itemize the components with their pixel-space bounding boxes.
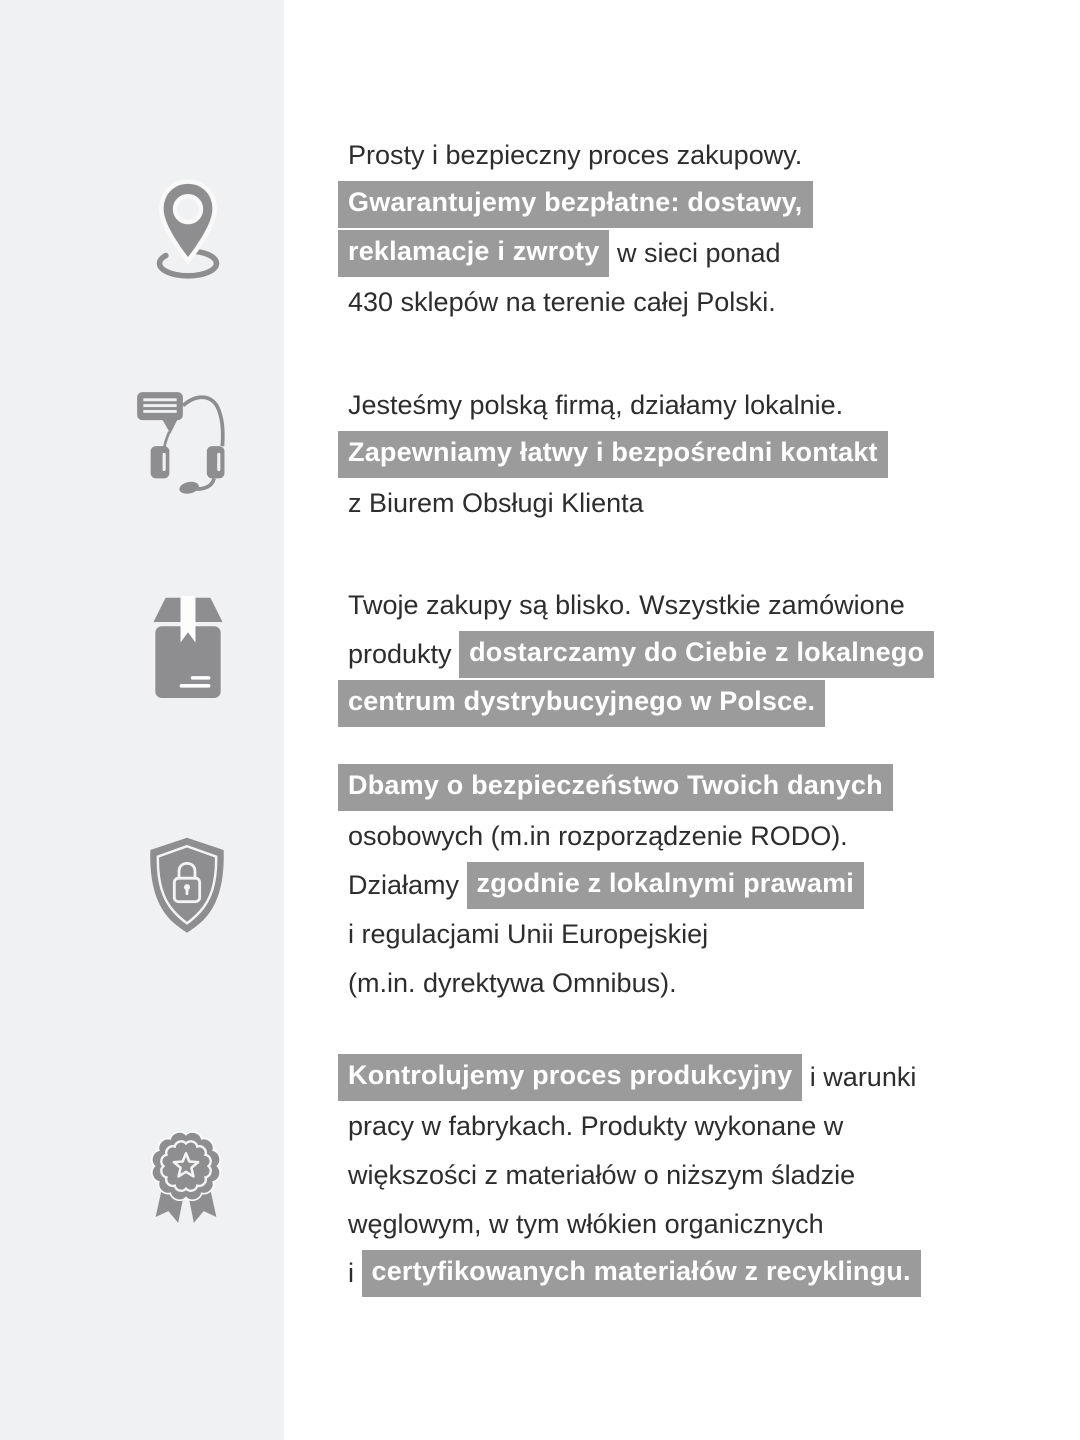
text-line (338, 861, 893, 910)
text-line (338, 1102, 921, 1151)
highlighted-text-segment: centrum dystrybucyjnego w Polsce. (338, 680, 825, 726)
text-line (338, 1053, 921, 1102)
section-production-control (338, 1053, 921, 1298)
text-segment: pracy w fabrykach. Produkty wykonane w (348, 1110, 844, 1141)
text-line (338, 630, 934, 679)
headset-chat-icon (134, 390, 238, 499)
text-segment: Prosty i bezpieczny proces zakupowy. (348, 139, 803, 170)
section-local-distribution (338, 581, 934, 728)
section-delivery-network (338, 131, 813, 327)
text-line (338, 959, 893, 1008)
highlighted-text-segment: certyfikowanych materiałów z recyklingu. (362, 1250, 921, 1296)
text-line (338, 1151, 921, 1200)
highlighted-text-segment: zgodnie z lokalnymi prawami (467, 862, 864, 908)
text-line (338, 812, 893, 861)
section-customer-service (338, 381, 888, 528)
highlighted-text-segment: Zapewniamy łatwy i bezpośredni kontakt (338, 431, 888, 477)
text-line (338, 763, 893, 812)
text-segment: i (348, 1257, 362, 1288)
shield-lock-icon (140, 834, 234, 942)
text-line (338, 479, 888, 528)
text-line (338, 1200, 921, 1249)
highlighted-text-segment: reklamacje i zwroty (338, 230, 609, 276)
text-line (338, 131, 813, 180)
highlighted-text-segment: Kontrolujemy proces produkcyjny (338, 1054, 802, 1100)
text-segment: i warunki (802, 1061, 917, 1092)
text-line (338, 430, 888, 479)
package-box-icon (146, 594, 230, 709)
text-line (338, 679, 934, 728)
section-data-security (338, 763, 893, 1008)
text-segment: w sieci ponad (609, 237, 781, 268)
highlighted-text-segment: Gwarantujemy bezpłatne: dostawy, (338, 181, 813, 227)
location-pin-icon (142, 176, 234, 284)
text-segment: (m.in. dyrektywa Omnibus). (348, 967, 677, 998)
text-segment: większości z materiałów o niższym śladzie (348, 1159, 856, 1190)
text-line (338, 180, 813, 229)
text-segment: osobowych (m.in rozporządzenie RODO). (348, 820, 848, 851)
text-segment: z Biurem Obsługi Klienta (348, 487, 644, 518)
text-segment: Jesteśmy polską firmą, działamy lokalnie. (348, 389, 844, 420)
highlighted-text-segment: Dbamy o bezpieczeństwo Twoich danych (338, 764, 893, 810)
text-line (338, 229, 813, 278)
text-segment: Twoje zakupy są blisko. Wszystkie zamówione (348, 589, 905, 620)
text-line (338, 581, 934, 630)
text-line (338, 910, 893, 959)
text-segment: produkty (348, 638, 460, 669)
text-segment: węglowym, w tym włókien organicznych (348, 1208, 824, 1239)
text-segment: Działamy (348, 869, 467, 900)
text-line (338, 278, 813, 327)
text-segment: 430 sklepów na terenie całej Polski. (348, 286, 776, 317)
text-line (338, 1249, 921, 1298)
text-line (338, 381, 888, 430)
text-segment: i regulacjami Unii Europejskiej (348, 918, 709, 949)
highlighted-text-segment: dostarczamy do Ciebie z lokalnego (459, 631, 934, 677)
award-badge-icon (137, 1122, 235, 1243)
